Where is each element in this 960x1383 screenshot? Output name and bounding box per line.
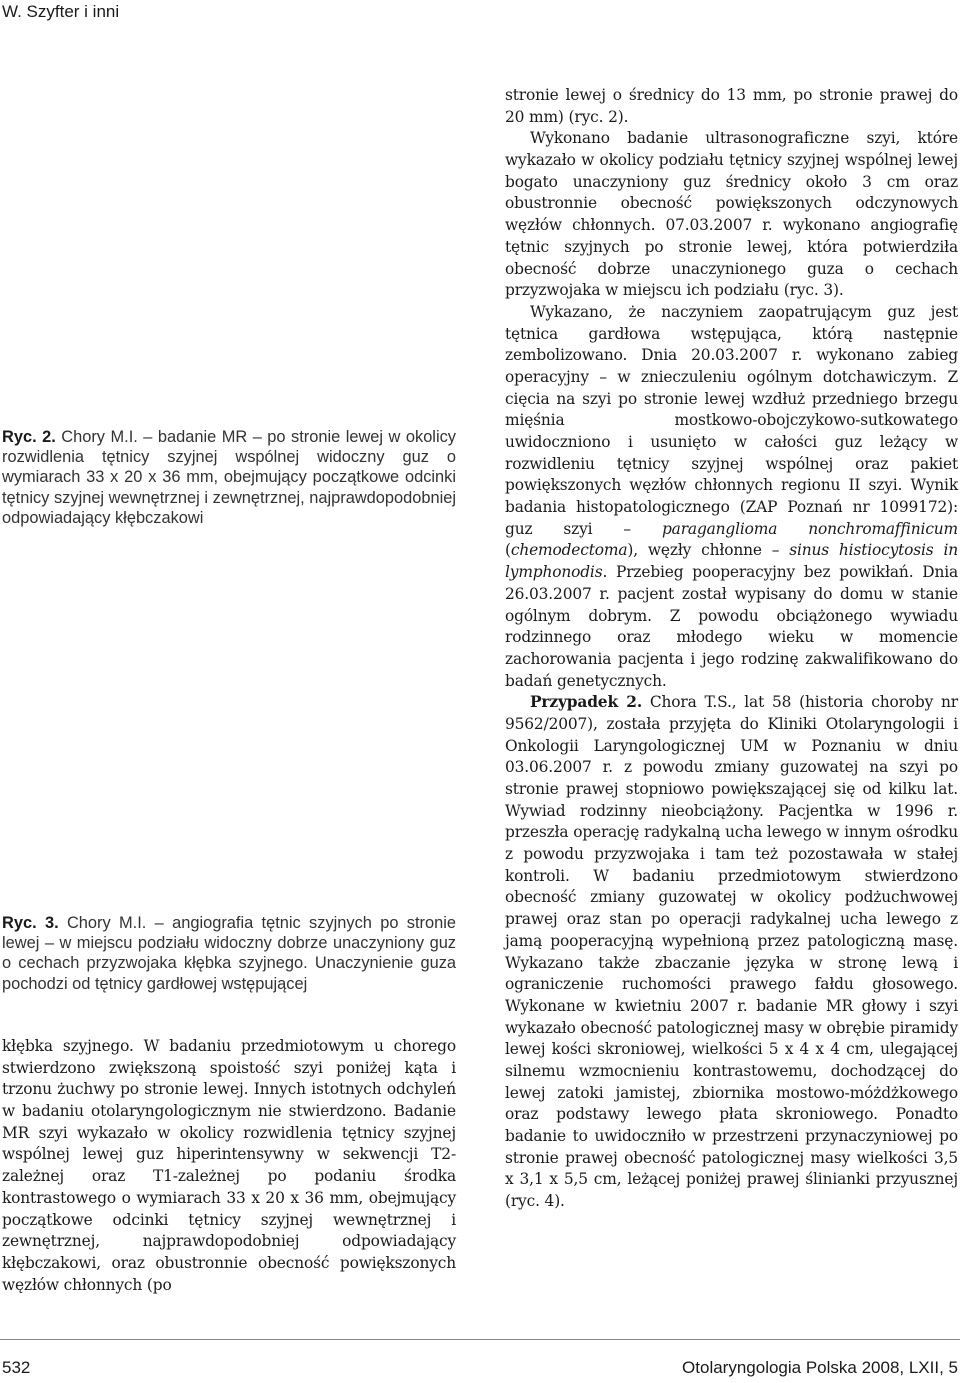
figure-2-text: Chory M.I. – badanie MR – po stronie lewej w okolicy rozwidlenia tętnicy szyjnej wspólnej widoczny guz o wymiarach 33 x 20 x 36 mm, obejmujący początkowe odcinki tętnicy szyjnej wewnętrznej i zewnętrznej, najprawdopodobniej odpowiadający kłębczakowi bbox=[2, 428, 456, 527]
paragraph bbox=[505, 302, 958, 692]
paragraph: kłębka szyjnego. W badaniu przedmiotowym u chorego stwierdzono zwiększoną spoistość szyi poniżej kąta i trzonu żuchwy po stronie lewej. Innych istotnych odchyleń w badaniu otolaryngologicznym nie stwierdzono. Badanie MR szyi wykazało w okolicy rozwidlenia tętnicy szyjnej wspólnej lewej guz hiperintensywny w sekwencji T2-zależnej oraz T1-zależnej po podaniu środka kontrastowego o wymiarach 33 x 20 x 36 mm, obejmujący początkowe odcinki tętnicy szyjnej wewnętrznej i zewnętrznej, najprawdopodobniej odpowiadający kłębczakowi, oraz obustronnie obecność powiększonych węzłów chłonnych (po bbox=[2, 1037, 456, 1294]
figure-2-caption bbox=[2, 427, 456, 528]
diagnosis-term: chemodectoma bbox=[510, 541, 628, 560]
diagnosis-term: paraganglioma nonchromaffinicum bbox=[661, 519, 958, 538]
figure-3-caption bbox=[2, 913, 456, 994]
figure-2-label: Ryc. 2. bbox=[2, 428, 56, 446]
paragraph: stronie lewej o średnicy do 13 mm, po stronie prawej do 20 mm) (ryc. 2). bbox=[505, 86, 958, 126]
diagnosis-term: sinus histiocytosis in lymphonodis bbox=[505, 541, 959, 582]
case-label: Przypadek 2. bbox=[530, 693, 643, 712]
figure-3-label: Ryc. 3. bbox=[2, 914, 59, 933]
paragraph-text: ), węzły chłonne – bbox=[627, 541, 790, 560]
paragraph-text: Chora T.S., lat 58 (historia choroby nr 9562/2007), została przyjęta do Kliniki Otolaryngologii i Onkologii Laryngologicznej UM w Poznaniu w dniu 03.06.2007 r. z powodu zmiany guzowatej na szyi po stronie prawej stopniowo powiększającej się od kilku lat. Wywiad rodzinny nieobciążony. Pacjentka w 1996 r. przeszła operację radykalną ucha lewego w innym ośrodku z powodu przyzwojaka i tam też pozostawała w stałej kontroli. W badaniu przedmiotowym stwierdzono obecność zmiany guzowatej w okolicy podżuchwowej prawej oraz stan po operacji radykalnej ucha lewego z jamą pooperacyjną wypełnioną przez patologiczną masę. Wykazano także zbaczanie języka w stronę lewą i ograniczenie ruchomości prawego fałdu głosowego. Wykonane w kwietniu 2007 r. badanie MR głowy i szyi wykazało obecność patologicznej masy w obrębie piramidy lewej kości skroniowej, wielkości 5 x 4 x 4 cm, ulegającej silnemu wzmocnieniu kontrastowemu, dochodzącej do lewej zatoki jamistej, zbiornika mostowo-móżdżkowego oraz podstawy lewego płata skroniowego. Ponadto badanie to uwidoczniło w przestrzeni przynaczyniowej po stronie prawej obecność patologicznej masy wielkości 3,5 x 3,1 x 5,5 cm, leżącej poniżej prawej ślinianki przyusznej (ryc. 4). bbox=[505, 693, 958, 1211]
journal-reference: Otolaryngologia Polska 2008, LXII, 5 bbox=[682, 1358, 958, 1377]
left-body-text bbox=[2, 1036, 456, 1296]
left-column bbox=[2, 427, 456, 994]
paragraph-text: ( bbox=[505, 541, 511, 560]
paragraph-text: Wykazano, że naczyniem zaopatrującym guz jest tętnica gardłowa wstępująca, którą następnie zembolizowano. Dnia 20.03.2007 r. wykonano zabieg operacyjny – w znieczuleniu ogólnym dotchawiczym. Z cięcia na szyi po stronie lewej wzdłuż przedniego brzegu mięśnia mostkowo-obojczykowo-sutkowatego uwidoczniono i usunięto w całości guz leżący w rozwidleniu tętnicy szyjnej wspólnej oraz pakiet powiększonych węzłów chłonnych regionu II szyi. Wynik badania histopatologicznego (ZAP Poznań nr 1099172): guz szyi – bbox=[505, 302, 958, 538]
footer-rule bbox=[0, 1339, 960, 1340]
paragraph-text: . Przebieg pooperacyjny bez powikłań. Dnia 26.03.2007 r. pacjent został wypisany do domu w stanie ogólnym dobrym. Z powodu obciążonego wywiadu rodzinnego oraz młodego wieku w momencie zachorowania pacjenta i jego rodzinę zakwalifikowano do badań genetycznych. bbox=[505, 563, 958, 690]
paragraph: Wykonano badanie ultrasonograficzne szyi, które wykazało w okolicy podziału tętnicy szyjnej wspólnej lewej bogato unaczyniony guz średnicy około 3 cm oraz obustronnie obecność powiększonych odczynowych węzłów chłonnych. 07.03.2007 r. wykonano angiografię tętnic szyjnych po stronie lewej, która potwierdziła obecność dobrze unaczynionego guza o cechach przyzwojaka w miejscu ich podziału (ryc. 3). bbox=[505, 129, 958, 300]
running-header: W. Szyfter i inni bbox=[2, 2, 120, 21]
figure-3-text: Chory M.I. – angiografia tętnic szyjnych po stronie lewej – w miejscu podziału widoczny dobrze unaczyniony guz o cechach przyzwojaka kłębka szyjnego. Unaczynienie guza pochodzi od tętnicy gardłowej wstępującej bbox=[2, 914, 456, 993]
page-number: 532 bbox=[2, 1358, 31, 1377]
right-column bbox=[505, 85, 958, 1213]
paragraph bbox=[505, 692, 958, 1213]
